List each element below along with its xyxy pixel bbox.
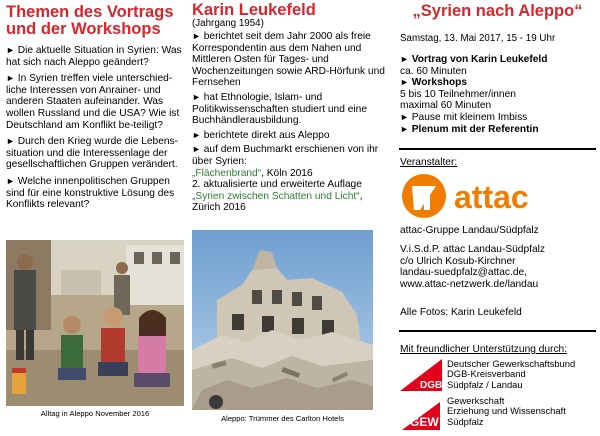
bullet-arrow-icon: ► (400, 54, 409, 64)
carlton-hotel-ruins-illustration (192, 230, 373, 410)
gew-logo-text: GEW (410, 415, 439, 429)
program-plenum: ► Plenum mit der Referentin (400, 123, 539, 135)
book-1-title: „Flächenbrand“ (192, 167, 262, 179)
imprint-visdp: V.i.S.d.P. attac Landau-Südpfalz (400, 244, 545, 255)
bullet-arrow-icon: ► (400, 77, 409, 88)
themes-item: ► Durch den Krieg wurde die Lebens-situation und die Interessenlage der gesellschaftlichen Gruppen verändert. (6, 136, 179, 171)
program-vortrag-duration: ca. 60 Minuten (400, 65, 467, 77)
organizer-group: attac-Gruppe Landau/Südpfalz (400, 225, 539, 236)
gew-logo (400, 396, 442, 430)
themes-item: ► In Syrien treffen viele unterschied-liche Interessen von Anrainer- und anderen Staaten aufeinander. Was wollen Russland und die USA? Wie ist Deutschland am Konflikt be-teiligt? (6, 73, 180, 131)
dgb-logo (400, 359, 442, 391)
aleppo-children-photo (6, 240, 184, 406)
book-2-title: „Syrien zwischen Schatten und Licht“ (192, 190, 360, 202)
support-label: Mit freundlicher Unterstützung durch: (400, 344, 568, 355)
book-2: „Syrien zwischen Schatten und Licht“, Zürich 2016 (192, 190, 363, 214)
event-column (399, 0, 596, 436)
bio-item: ► hat Ethnologie, Islam- und Politikwissenschaften studiert und eine Buchhändlerausbildung. (192, 91, 367, 127)
bullet-arrow-icon: ► (192, 31, 201, 41)
program-pause: ► Pause mit kleinem Imbiss (400, 111, 528, 123)
bullet-arrow-icon: ► (6, 175, 15, 186)
themes-column (6, 0, 184, 436)
imprint-co: c/o Ulrich Kosub-Kirchner (400, 255, 516, 267)
themes-title: Themen des Vortrags und der Workshops (6, 3, 174, 38)
event-program-list (400, 54, 597, 135)
themes-item: ► Welche innenpolitischen Gruppen sind für eine konstruktive Lösung des Konflikts relevant? (6, 175, 175, 211)
imprint-address (400, 244, 545, 290)
bullet-arrow-icon: ► (192, 144, 201, 155)
gew-name: Gewerkschaft Erziehung und Wissenschaft Südpfalz (447, 395, 566, 427)
bullet-arrow-icon: ► (6, 136, 15, 147)
bullet-arrow-icon: ► (192, 91, 201, 102)
photo-caption-aleppo-daily: Alltag in Aleppo November 2016 (40, 409, 150, 418)
carlton-hotel-ruins-photo (192, 230, 373, 410)
attac-logo (400, 172, 570, 220)
bullet-arrow-icon: ► (6, 73, 15, 84)
imprint-email: landau-suedpfalz@attac.de, (400, 267, 528, 279)
event-date: Samstag, 13. Mai 2017, 15 - 19 Uhr (400, 33, 556, 44)
bio-item: ► auf dem Buchmarkt erschienen von ihr über Syrien: „Flächenbrand“, Köln 2016 2. aktualisierte und erweiterte Auflage „Syrien zwischen Schatten und Licht“, Zürich 2016 (192, 144, 388, 214)
dgb-name: Deutscher Gewerkschaftsbund DGB-Kreisverband Südpfalz / Landau (447, 358, 576, 390)
photo-caption-carlton-hotel: Aleppo: Trümmer des Carlton Hotels (221, 414, 344, 423)
bio-item: ► berichtete direkt aus Aleppo (192, 129, 330, 141)
book-1: „Flächenbrand“, Köln 2016 (192, 167, 313, 179)
bullet-arrow-icon: ► (400, 111, 409, 122)
themes-list (6, 45, 184, 216)
section-divider (399, 148, 596, 150)
book-2-edition: 2. aktualisierte und erweiterte Auflage (192, 179, 362, 191)
bullet-arrow-icon: ► (6, 45, 15, 55)
bullet-arrow-icon: ► (400, 123, 409, 134)
section-divider (399, 330, 596, 332)
program-workshops-duration: maximal 60 Minuten (400, 100, 492, 112)
bullet-arrow-icon: ► (192, 129, 201, 140)
dgb-logo-text: DGB (420, 380, 442, 391)
attac-logo-text: attac (454, 179, 529, 215)
speaker-name-title: Karin Leukefeld (192, 1, 316, 19)
program-workshops: ► Workshops (400, 77, 468, 89)
photo-credit: Alle Fotos: Karin Leukefeld (400, 307, 522, 318)
organizer-label: Veranstalter: (400, 157, 458, 168)
speaker-birth-year: (Jahrgang 1954) (192, 18, 264, 29)
aleppo-children-photo-illustration (6, 240, 184, 406)
program-workshops-participants: 5 bis 10 Teilnehmer/innen (400, 88, 516, 100)
imprint-website: www.attac-netzwerk.de/landau (400, 278, 539, 290)
bio-item: ► berichtet seit dem Jahr 2000 als freie Korrespondentin aus dem Nahen und Mittleren Osten für Tages- und Wochenzeitungen sowie ARD-Hörfunk und Fernsehen (192, 31, 385, 89)
speaker-bio-list (192, 31, 388, 217)
program-vortrag: ► Vortrag von Karin Leukefeld (400, 54, 548, 65)
themes-item: ► Die aktuelle Situation in Syrien: Was hat sich nach Aleppo geändert? (6, 45, 182, 68)
speaker-column (192, 0, 388, 436)
event-title: „Syrien nach Aleppo“ (412, 2, 583, 20)
